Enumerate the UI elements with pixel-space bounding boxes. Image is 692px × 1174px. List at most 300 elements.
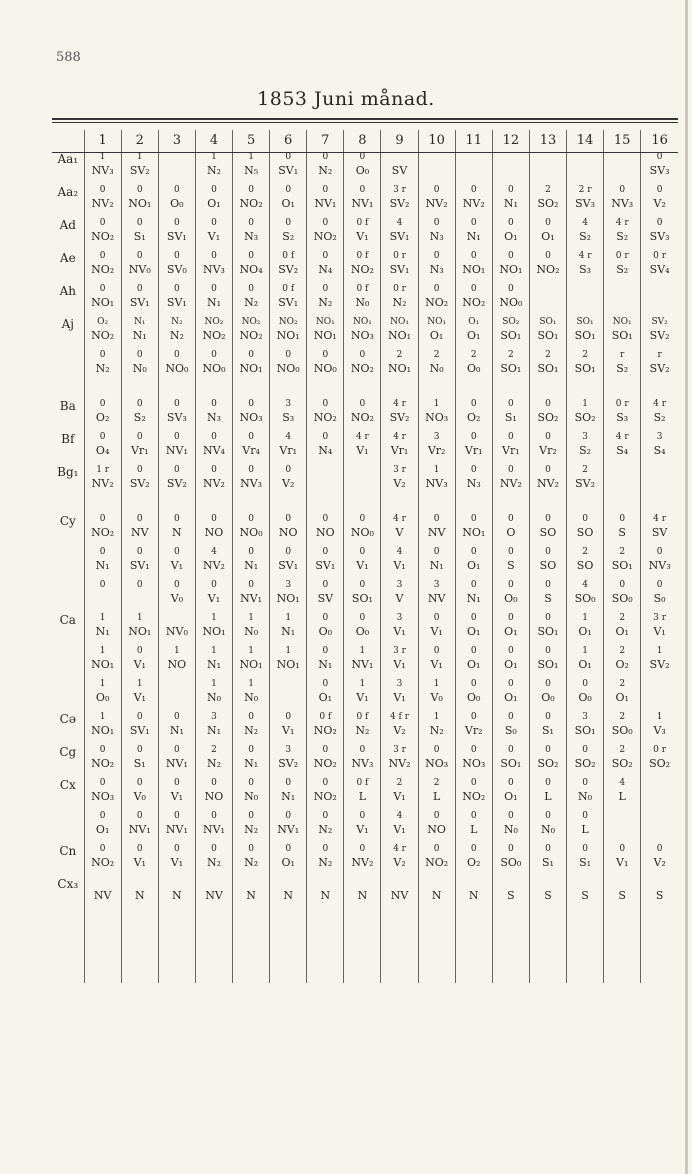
data-cell	[455, 680, 492, 713]
cell-top-value: 4 f r	[389, 712, 410, 722]
spacer-cell	[307, 499, 344, 515]
cell-wind-value: NO₂	[239, 197, 263, 210]
row-label: Aa₁	[57, 152, 79, 166]
cell-top-value: 0	[507, 514, 514, 524]
data-cell	[158, 878, 195, 911]
cell-top-value: 0	[248, 844, 254, 854]
spacer-cell	[529, 384, 566, 400]
cell-top-value: 0	[174, 745, 180, 755]
data-cell	[233, 812, 270, 845]
cell-wind-value: SO₁	[537, 329, 559, 342]
cell-wind-value: L	[581, 823, 589, 836]
data-cell	[84, 351, 121, 384]
cell-top-value: 0	[545, 399, 551, 409]
cell-top-value: 4 r	[393, 432, 406, 442]
cell-top-value: 1 r	[96, 465, 110, 475]
cell-top-value: 3	[285, 580, 292, 590]
cell-wind-value: NO₂	[425, 856, 449, 869]
data-cell	[418, 812, 455, 845]
data-cell	[233, 614, 270, 647]
cell-top-value: 3	[433, 580, 440, 590]
cell-top-value: 1	[136, 613, 143, 623]
data-cell	[307, 581, 344, 614]
data-cell	[270, 812, 307, 845]
cell-wind-value: N₁	[244, 757, 259, 770]
cell-wind-value: NO₂	[536, 263, 560, 276]
cell-top-value: 0	[322, 580, 329, 590]
data-cell	[270, 285, 307, 318]
cell-top-value: 0	[136, 547, 143, 557]
data-cell	[233, 548, 270, 581]
cell-wind-value: SV	[317, 592, 334, 605]
cell-wind-value: O₂	[467, 411, 481, 424]
cell-wind-value: L	[432, 790, 441, 803]
cell-wind-value: NO₃	[425, 411, 449, 424]
cell-wind-value: O₀	[355, 164, 370, 177]
cell-wind-value: NO₀	[350, 526, 374, 539]
data-cell	[195, 746, 232, 779]
data-cell	[344, 318, 381, 351]
cell-top-value: SO₁	[576, 317, 594, 327]
data-cell	[604, 680, 641, 713]
cell-wind-value: NO₂	[350, 263, 374, 276]
cell-wind-value: NV₁	[128, 823, 151, 836]
cell-top-value: 0 f	[356, 251, 369, 261]
cell-wind-value: O₂	[467, 856, 481, 869]
spacer-cell	[52, 384, 84, 400]
cell-wind-value: N₃	[429, 230, 444, 243]
cell-wind-value: NV₁	[165, 444, 188, 457]
cell-wind-value: N₂	[318, 823, 333, 836]
column-header: 11	[455, 130, 492, 153]
table-row	[52, 845, 678, 878]
cell-top-value: 0	[470, 712, 477, 722]
cell-top-value: 0	[211, 811, 217, 821]
row-label: Ad	[59, 218, 76, 232]
cell-wind-value: S₂	[616, 230, 629, 243]
cell-top-value: 2	[619, 712, 626, 722]
spacer-cell	[529, 499, 566, 515]
spacer-cell	[121, 499, 158, 515]
cell-top-value: 0	[359, 613, 366, 623]
cell-top-value: NO₁	[315, 317, 335, 327]
cell-wind-value: SO₁	[574, 724, 596, 737]
cell-top-value: 1	[174, 646, 180, 656]
cell-top-value: 2	[619, 679, 626, 689]
cell-top-value: 1	[656, 712, 663, 722]
data-cell	[418, 614, 455, 647]
spacer-cell	[418, 384, 455, 400]
cell-wind-value: NO₂	[91, 856, 115, 869]
cell-wind-value: V₀	[170, 592, 184, 605]
cell-wind-value: O₀	[355, 625, 370, 638]
cell-top-value: 0	[99, 399, 106, 409]
data-cell	[567, 647, 604, 680]
row-label: Aa₂	[57, 185, 79, 199]
cell-top-value: 0	[433, 514, 440, 524]
data-cell	[492, 351, 529, 384]
spacer-cell	[344, 499, 381, 515]
column-header: 14	[567, 130, 604, 153]
data-cell	[121, 581, 158, 614]
cell-top-value: 1	[248, 613, 254, 623]
data-cell	[195, 186, 232, 219]
cell-wind-value: N	[172, 889, 182, 902]
cell-top-value: 0	[656, 185, 663, 195]
data-cell	[270, 647, 307, 680]
cell-wind-value: NV₂	[388, 757, 411, 770]
cell-top-value: 0	[433, 251, 440, 261]
cell-top-value: 0	[507, 712, 514, 722]
cell-top-value: 0	[433, 218, 440, 228]
cell-top-value: 1	[99, 646, 106, 656]
cell-top-value: 0	[470, 514, 477, 524]
cell-wind-value: S₂	[616, 263, 629, 276]
cell-top-value: 0 f	[282, 251, 295, 261]
cell-wind-value: S	[581, 889, 589, 902]
data-cell	[270, 466, 307, 499]
data-cell	[344, 647, 381, 680]
cell-wind-value: N₀	[206, 691, 221, 704]
cell-wind-value: NV₀	[128, 263, 151, 276]
cell-top-value: 0	[136, 251, 143, 261]
cell-top-value: 0	[248, 465, 254, 475]
data-cell	[604, 746, 641, 779]
cell-top-value: 0	[99, 514, 106, 524]
cell-wind-value: L	[358, 790, 367, 803]
cell-wind-value: NO₁	[239, 658, 263, 671]
cell-wind-value: N₁	[244, 559, 259, 572]
data-cell	[604, 878, 641, 911]
cell-top-value: 0	[248, 399, 254, 409]
cell-wind-value: N₃	[429, 263, 444, 276]
cell-top-value: 0	[545, 778, 551, 788]
data-cell	[195, 878, 232, 911]
data-cell	[158, 581, 195, 614]
cell-top-value: 1	[99, 613, 106, 623]
cell-top-value: 1	[433, 399, 440, 409]
data-cell	[344, 878, 381, 911]
table-row	[52, 400, 678, 433]
cell-wind-value: Vr₁	[390, 444, 409, 457]
data-cell	[567, 680, 604, 713]
data-cell	[529, 713, 566, 746]
cell-wind-value: N₂	[318, 856, 333, 869]
data-cell	[418, 252, 455, 285]
cell-wind-value: NO₁	[91, 724, 115, 737]
data-cell	[604, 779, 641, 812]
data-cell	[84, 318, 121, 351]
cell-top-value: 0	[248, 218, 254, 228]
data-cell	[195, 548, 232, 581]
cell-wind-value: S₂	[579, 230, 592, 243]
cell-wind-value: NV₃	[351, 757, 374, 770]
data-cell	[121, 466, 158, 499]
cell-wind-value: SO₁	[574, 329, 596, 342]
cell-wind-value: V₁	[133, 856, 146, 869]
data-cell	[158, 466, 195, 499]
cell-top-value: 3	[656, 432, 663, 442]
data-cell	[344, 581, 381, 614]
table-row	[52, 285, 678, 318]
cell-wind-value: S₁	[579, 856, 592, 869]
cell-wind-value: N₃	[466, 477, 481, 490]
cell-wind-value: O₀	[467, 691, 481, 704]
data-cell	[158, 186, 195, 219]
cell-top-value: 0	[211, 399, 217, 409]
cell-top-value: 0	[211, 465, 217, 475]
cell-top-value: 0	[211, 432, 217, 442]
cell-wind-value: N₂	[429, 724, 444, 737]
cell-top-value: 0	[174, 251, 180, 261]
cell-top-value: 2	[396, 778, 403, 788]
data-cell	[529, 845, 566, 878]
cell-wind-value: SO₂	[574, 411, 596, 424]
row-label: Bg₁	[57, 465, 79, 479]
data-cell	[641, 433, 678, 466]
data-cell	[270, 351, 307, 384]
data-cell	[121, 400, 158, 433]
data-cell	[233, 252, 270, 285]
data-cell	[529, 252, 566, 285]
data-cell	[492, 186, 529, 219]
cell-top-value: 0	[136, 745, 143, 755]
cell-wind-value: SV₀	[166, 263, 187, 276]
row-label: Ca	[59, 613, 76, 627]
data-cell	[307, 466, 344, 499]
cell-top-value: 0	[359, 745, 366, 755]
cell-top-value: 0	[359, 185, 366, 195]
cell-top-value: 0	[545, 465, 551, 475]
cell-top-value: 0	[99, 350, 106, 360]
cell-wind-value: S	[507, 559, 515, 572]
data-cell	[641, 548, 678, 581]
cell-wind-value: Vr₁	[279, 444, 297, 457]
cell-wind-value: Vr₁	[464, 444, 483, 457]
data-cell	[567, 548, 604, 581]
data-cell	[195, 845, 232, 878]
data-cell	[195, 153, 232, 187]
data-cell	[418, 351, 455, 384]
cell-wind-value: SV₃	[166, 411, 187, 424]
data-cell	[418, 680, 455, 713]
cell-wind-value: N₄	[318, 444, 333, 457]
cell-wind-value: S	[544, 592, 552, 605]
cell-wind-value: V₁	[133, 658, 146, 671]
cell-wind-value: Vr₂	[464, 724, 483, 737]
data-cell	[641, 318, 678, 351]
data-cell	[233, 433, 270, 466]
cell-top-value: 0	[211, 778, 217, 788]
data-cell	[381, 400, 418, 433]
cell-top-value: 4 r	[393, 844, 406, 854]
data-cell	[604, 318, 641, 351]
cell-top-value: 3	[433, 432, 440, 442]
cell-top-value: 0	[656, 844, 663, 854]
row-label	[52, 581, 84, 614]
data-cell	[84, 252, 121, 285]
data-cell	[641, 466, 678, 499]
cell-top-value: 3	[582, 712, 588, 722]
cell-top-value: 0	[99, 580, 106, 590]
cell-top-value: 0	[582, 811, 588, 821]
cell-top-value: 0	[545, 679, 551, 689]
data-cell	[492, 400, 529, 433]
data-cell	[641, 153, 678, 187]
cell-wind-value: NV	[427, 526, 446, 539]
data-cell	[418, 779, 455, 812]
data-cell	[641, 351, 678, 384]
cell-wind-value: NV₃	[240, 477, 263, 490]
data-cell	[381, 779, 418, 812]
cell-top-value: 3	[211, 712, 217, 722]
data-cell	[381, 466, 418, 499]
cell-wind-value: O₀	[95, 691, 110, 704]
data-cell	[195, 351, 232, 384]
data-cell	[307, 680, 344, 713]
data-cell	[270, 219, 307, 252]
data-cell	[418, 581, 455, 614]
data-cell	[233, 318, 270, 351]
data-cell	[641, 400, 678, 433]
data-cell	[158, 351, 195, 384]
cell-top-value: 0	[545, 745, 551, 755]
cell-wind-value: NO₂	[462, 790, 486, 803]
data-cell	[567, 713, 604, 746]
data-cell	[529, 680, 566, 713]
cell-top-value: NO₁	[390, 317, 409, 327]
data-cell	[307, 186, 344, 219]
cell-wind-value: S	[507, 889, 515, 902]
data-cell	[84, 548, 121, 581]
cell-wind-value: NV₀	[165, 625, 188, 638]
cell-top-value: 0	[507, 613, 514, 623]
cell-wind-value: V₂	[393, 856, 406, 869]
trailing-cell	[418, 911, 455, 983]
trailing-cell	[52, 911, 84, 983]
cell-top-value: 0	[619, 580, 626, 590]
row-label: Ba	[59, 399, 76, 413]
cell-top-value: 0	[545, 646, 551, 656]
data-cell	[233, 581, 270, 614]
cell-top-value: SO₂	[502, 317, 520, 327]
cell-top-value: 0	[285, 844, 292, 854]
cell-top-value: 0	[582, 679, 588, 689]
cell-wind-value: S₁	[133, 230, 146, 243]
cell-top-value: 0	[136, 350, 143, 360]
cell-top-value: O₂	[97, 317, 109, 327]
cell-top-value: 0	[545, 251, 551, 261]
cell-top-value: 0	[470, 185, 477, 195]
trailing-cell	[158, 911, 195, 983]
data-cell	[567, 466, 604, 499]
data-cell	[604, 515, 641, 548]
data-cell	[529, 318, 566, 351]
cell-top-value: 0	[582, 514, 588, 524]
cell-top-value: 0	[211, 580, 217, 590]
cell-top-value: 0	[174, 811, 180, 821]
data-cell	[641, 581, 678, 614]
cell-top-value: 0	[174, 399, 180, 409]
data-cell	[418, 515, 455, 548]
cell-top-value: 0	[359, 844, 366, 854]
cell-top-value: 0	[136, 514, 143, 524]
cell-top-value: 1	[99, 712, 106, 722]
cell-wind-value: NV₃	[611, 197, 634, 210]
data-cell	[233, 285, 270, 318]
cell-top-value: 0	[619, 185, 626, 195]
data-cell	[418, 713, 455, 746]
cell-wind-value: O₂	[615, 658, 629, 671]
cell-top-value: 0	[359, 580, 366, 590]
cell-wind-value: O₁	[467, 329, 481, 342]
data-cell	[492, 153, 529, 187]
cell-wind-value: NO₀	[239, 526, 263, 539]
data-cell	[567, 219, 604, 252]
cell-wind-value: V₁	[356, 230, 369, 243]
cell-top-value: 3 r	[653, 613, 667, 623]
column-header: 6	[270, 130, 307, 153]
data-cell	[381, 219, 418, 252]
trailing-cell	[270, 911, 307, 983]
cell-wind-value: NO₂	[91, 263, 115, 276]
data-cell	[604, 186, 641, 219]
cell-wind-value: S₁	[541, 856, 554, 869]
cell-wind-value: SO₁	[611, 329, 633, 342]
cell-top-value: 3 r	[393, 465, 406, 475]
cell-top-value: 1	[359, 679, 366, 689]
data-cell	[418, 466, 455, 499]
cell-top-value: 4	[619, 778, 626, 788]
cell-wind-value: V₂	[393, 724, 406, 737]
data-cell	[381, 680, 418, 713]
cell-top-value: 2	[619, 646, 626, 656]
cell-top-value: 0	[248, 350, 254, 360]
data-cell	[381, 318, 418, 351]
data-cell	[121, 779, 158, 812]
data-cell	[233, 400, 270, 433]
cell-wind-value: NO	[204, 526, 224, 539]
data-cell	[455, 186, 492, 219]
data-cell	[641, 647, 678, 680]
cell-wind-value: NO₂	[462, 296, 486, 309]
spacer-cell	[567, 499, 604, 515]
cell-wind-value: V₃	[653, 724, 666, 737]
data-cell	[604, 400, 641, 433]
data-cell	[158, 219, 195, 252]
cell-wind-value: N₁	[95, 559, 110, 572]
cell-top-value: 0	[322, 646, 329, 656]
cell-top-value: 0	[322, 844, 329, 854]
cell-wind-value: N	[134, 889, 145, 902]
data-cell	[158, 400, 195, 433]
cell-wind-value: N₀	[540, 823, 555, 836]
cell-wind-value: SO₁	[500, 329, 522, 342]
data-cell	[121, 515, 158, 548]
cell-wind-value: O₀	[541, 691, 555, 704]
data-cell	[492, 581, 529, 614]
data-cell	[195, 400, 232, 433]
table-row	[52, 318, 678, 351]
spacer-cell	[158, 499, 195, 515]
data-cell	[381, 845, 418, 878]
spacer-cell	[604, 499, 641, 515]
data-cell	[344, 252, 381, 285]
data-cell	[641, 614, 678, 647]
cell-wind-value: V₁	[393, 691, 406, 704]
data-cell	[567, 845, 604, 878]
cell-top-value: 0	[136, 432, 143, 442]
